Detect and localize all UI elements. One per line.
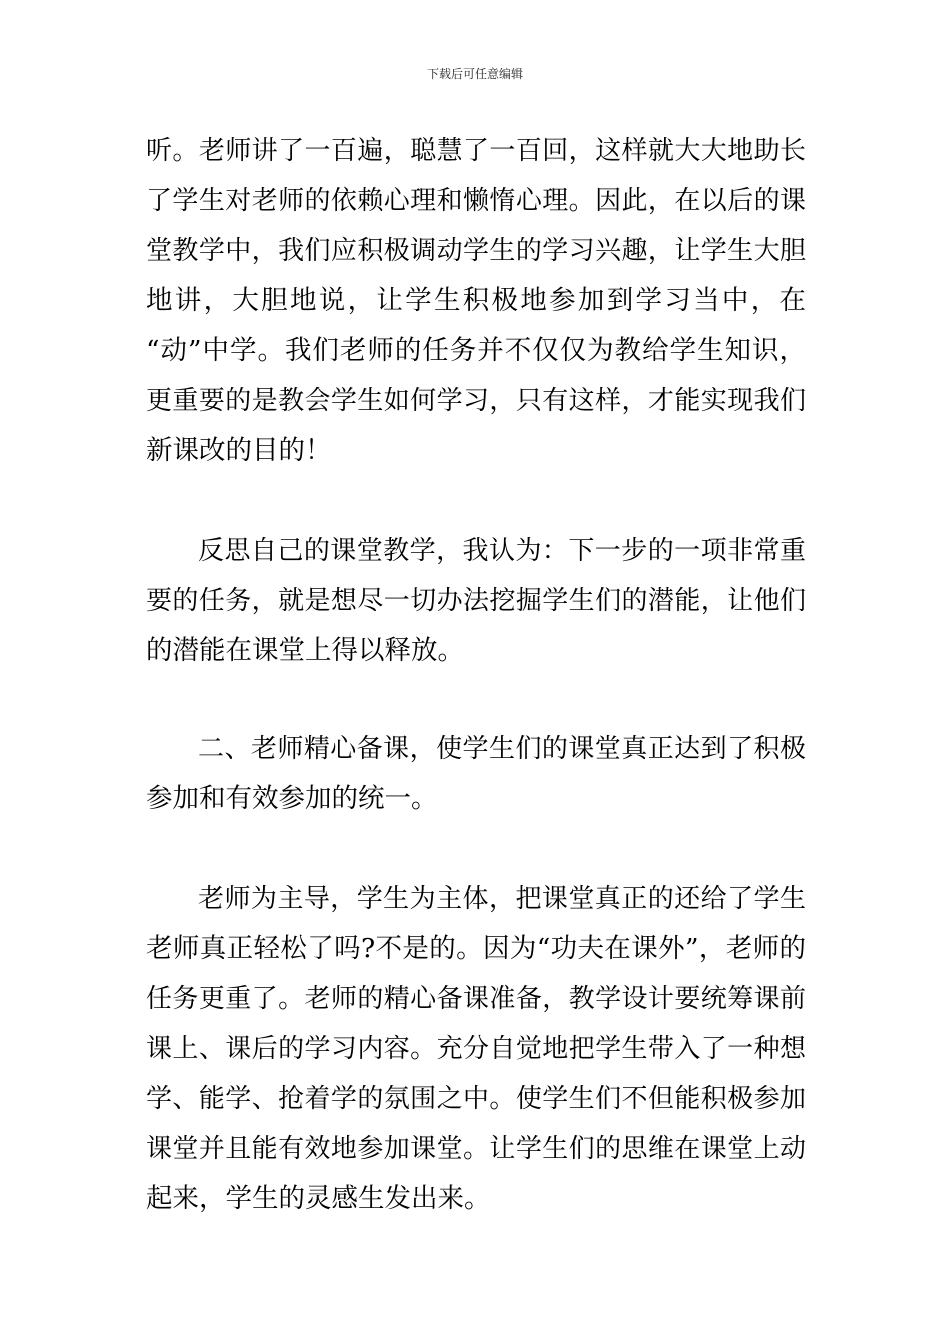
paragraph-line: 任务更重了。老师的精心备课准备，教学设计要统筹课前 bbox=[146, 984, 806, 1014]
paragraph-line: 听。老师讲了一百遍，聪慧了一百回，这样就大大地助长 bbox=[146, 136, 806, 166]
paragraph-line: 课上、课后的学习内容。充分自觉地把学生带入了一种想 bbox=[146, 1034, 806, 1064]
paragraph-line: 了学生对老师的依赖心理和懒惰心理。因此，在以后的课 bbox=[146, 186, 806, 216]
paragraph-line: 堂教学中，我们应积极调动学生的学习兴趣，让学生大胆 bbox=[146, 236, 806, 266]
paragraph-line: 课堂并且能有效地参加课堂。让学生们的思维在课堂上动 bbox=[146, 1134, 806, 1164]
paragraph-line: 老师为主导，学生为主体，把课堂真正的还给了学生 bbox=[198, 884, 806, 914]
paragraph-line: 更重要的是教会学生如何学习，只有这样，才能实现我们 bbox=[146, 386, 806, 416]
paragraph-line: “动”中学。我们老师的任务并不仅仅为教给学生知识， bbox=[146, 335, 806, 366]
paragraph-line: 老师真正轻松了吗?不是的。因为“功夫在课外”，老师的 bbox=[146, 933, 806, 964]
section-heading-line: 参加和有效参加的统一。 bbox=[146, 783, 438, 814]
header-note: 下载后可任意编辑 bbox=[426, 67, 523, 81]
paragraph-line: 起来，学生的灵感生发出来。 bbox=[146, 1183, 491, 1214]
paragraph-line: 反思自己的课堂教学，我认为：下一步的一项非常重 bbox=[198, 536, 806, 566]
paragraph-line: 地讲，大胆地说，让学生积极地参加到学习当中，在 bbox=[146, 285, 806, 316]
paragraph-line: 学、能学、抢着学的氛围之中。使学生们不但能积极参加 bbox=[146, 1084, 806, 1114]
paragraph-line: 的潜能在课堂上得以释放。 bbox=[146, 635, 464, 666]
paragraph-line: 要的任务，就是想尽一切办法挖掘学生们的潜能，让他们 bbox=[146, 586, 806, 616]
section-heading-line: 二、老师精心备课，使学生们的课堂真正达到了积极 bbox=[198, 734, 806, 764]
paragraph-line: 新课改的目的！ bbox=[146, 435, 332, 466]
